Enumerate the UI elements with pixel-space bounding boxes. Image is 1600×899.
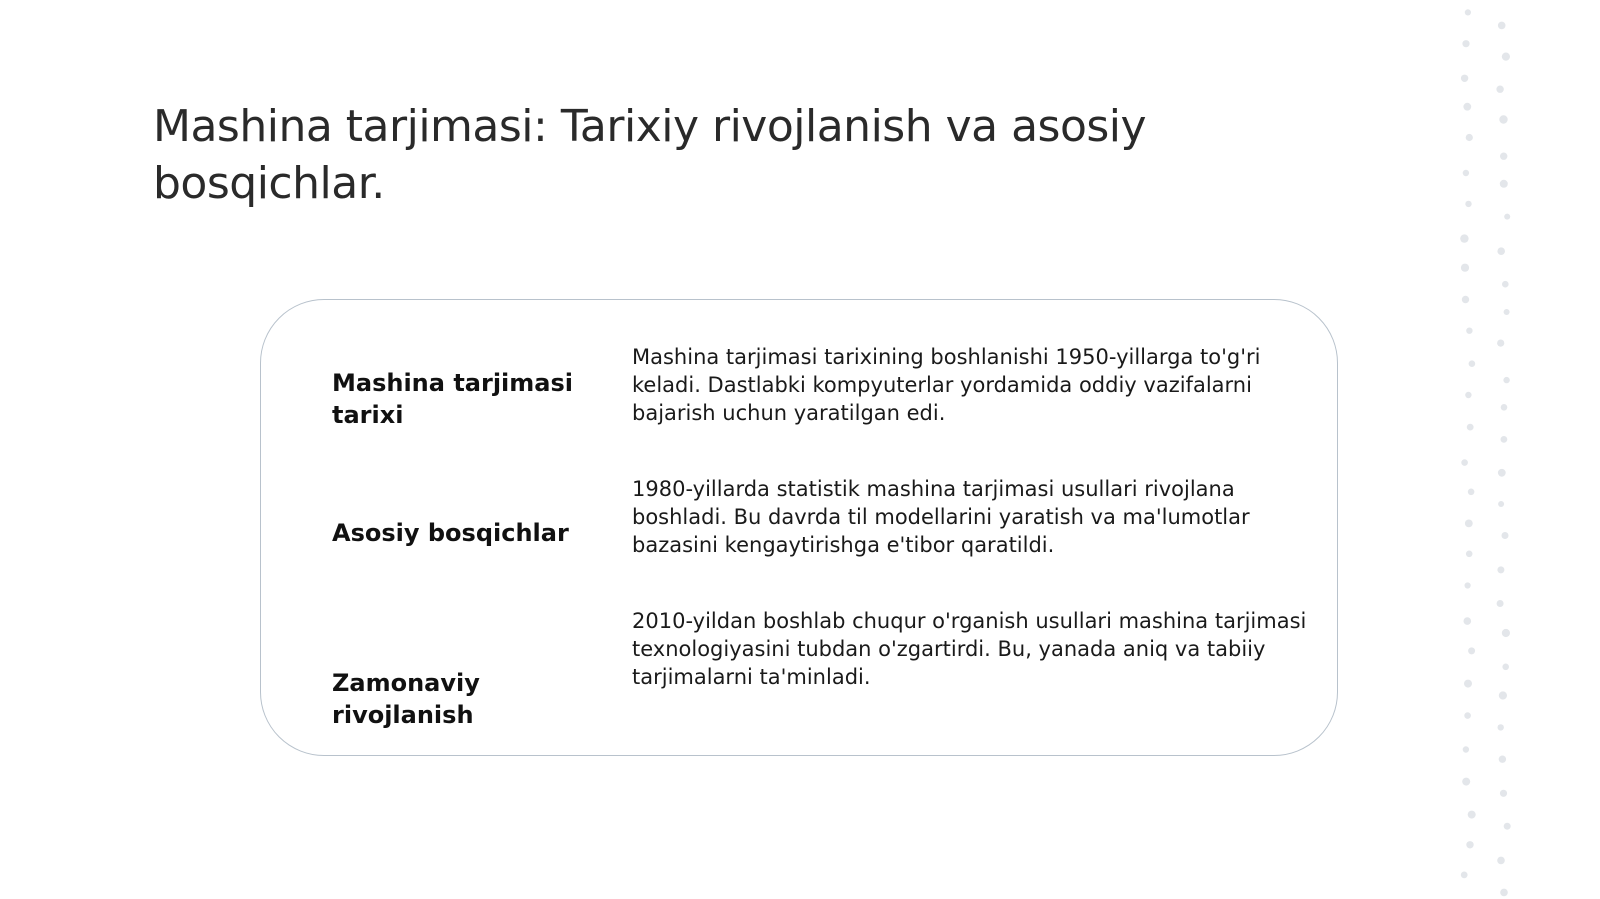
decor-dot — [1466, 328, 1472, 334]
decor-dot — [1499, 115, 1507, 123]
decor-dot — [1500, 889, 1508, 897]
decor-dot — [1497, 340, 1504, 347]
row-label-history: Mashina tarjimasi tarixi — [332, 369, 573, 429]
decor-dot — [1466, 134, 1473, 141]
decor-dot — [1501, 436, 1508, 443]
decor-dot — [1498, 724, 1504, 730]
decor-dot — [1502, 664, 1509, 671]
decor-dot — [1497, 566, 1504, 573]
decor-dot — [1497, 857, 1505, 865]
decor-dot — [1463, 746, 1469, 752]
decor-dot — [1497, 247, 1505, 255]
decor-dot — [1500, 153, 1507, 160]
decor-dot — [1498, 501, 1504, 507]
decor-dot — [1461, 75, 1468, 82]
decor-dot — [1502, 629, 1510, 637]
decor-dot — [1498, 22, 1506, 30]
decorative-dots-pattern — [1450, 0, 1530, 899]
decor-dot — [1462, 40, 1469, 47]
decor-dot — [1466, 841, 1473, 848]
decor-dot — [1469, 360, 1476, 367]
slide-title: Mashina tarjimasi: Tarixiy rivojlanish va asosiy bosqichlar. — [153, 101, 1147, 209]
row-description-stages: 1980-yillarda statistik mashina tarjimasi usullari rivojlana boshladi. Bu davrda til modellarini yaratish va ma'lumotlar bazasini kengaytirishga e'tibor qaratildi. — [632, 477, 1250, 557]
decor-dot — [1465, 520, 1473, 528]
decor-dot — [1502, 53, 1510, 61]
decor-dot — [1503, 377, 1509, 383]
decor-dot — [1497, 600, 1504, 607]
decor-dot — [1502, 532, 1509, 539]
decor-dot — [1501, 404, 1508, 411]
decor-dot — [1468, 811, 1476, 819]
decor-dot — [1465, 392, 1471, 398]
decor-dot — [1461, 872, 1468, 879]
decor-dot — [1462, 778, 1470, 786]
decor-dot — [1461, 459, 1468, 466]
decor-dot — [1500, 790, 1507, 797]
decor-dot — [1496, 86, 1503, 93]
decor-dot — [1504, 214, 1510, 220]
decor-dot — [1465, 201, 1471, 207]
decor-dot — [1460, 234, 1468, 242]
decor-dot — [1464, 617, 1472, 625]
decor-dot — [1500, 180, 1508, 188]
decor-dot — [1465, 582, 1471, 588]
decor-dot — [1465, 9, 1471, 15]
decor-dot — [1467, 424, 1474, 431]
decor-dot — [1464, 680, 1472, 688]
row-label-stages: Asosiy bosqichlar — [332, 519, 569, 547]
decor-dot — [1468, 489, 1475, 496]
decor-dot — [1499, 756, 1506, 763]
decor-dot — [1498, 469, 1506, 477]
decor-dot — [1461, 264, 1469, 272]
decor-dot — [1468, 647, 1475, 654]
decor-dot — [1463, 103, 1471, 111]
decor-dot — [1463, 170, 1469, 176]
decor-dot — [1464, 712, 1471, 719]
row-description-history: Mashina tarjimasi tarixining boshlanishi 1950-yillarga to'g'ri keladi. Dastlabki kompyuterlar yordamida oddiy vazifalarni bajarish uchun yaratilgan edi. — [632, 345, 1261, 425]
row-description-modern: 2010-yildan boshlab chuqur o'rganish usullari mashina tarjimasi texnologiyasini tubdan o'zgartirdi. Bu, yanada aniq va tabiiy tarjimalarni ta'minladi. — [632, 609, 1307, 689]
row-label-modern: Zamonaviy rivojlanish — [332, 669, 480, 729]
decor-dot — [1466, 551, 1473, 558]
decor-dot — [1462, 296, 1469, 303]
decor-dot — [1504, 823, 1511, 830]
decor-dot — [1504, 309, 1510, 315]
decor-dot — [1499, 691, 1507, 699]
decor-dot — [1502, 281, 1509, 288]
